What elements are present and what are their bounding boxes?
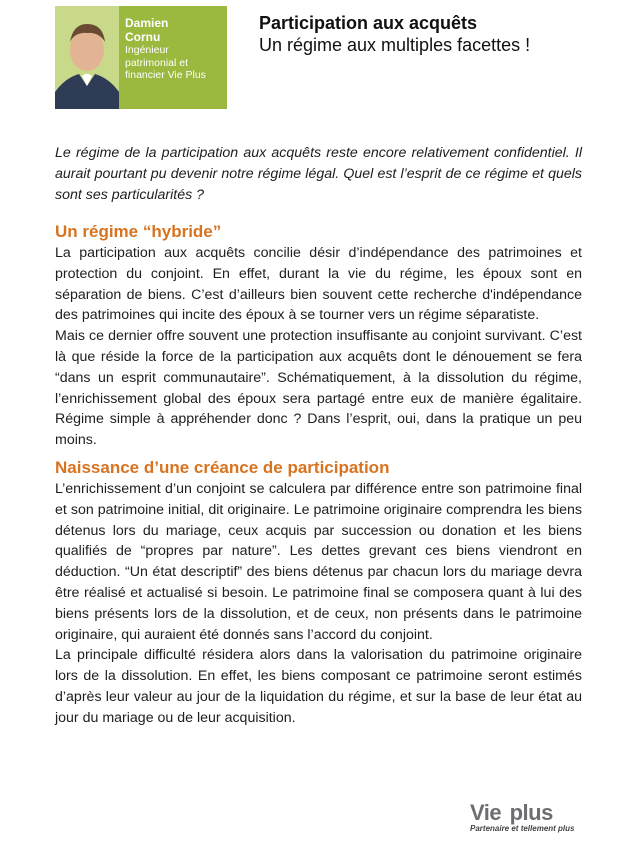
author-first-name: Damien [125,16,169,30]
author-role-line: financier Vie Plus [125,69,206,81]
body-paragraph: L’enrichissement d’un conjoint se calculera par différence entre son patrimoine final et son patrimoine initial, dit originaire. Le patrimoine originaire comprendra les biens détenus lors du mariage, ceux acquis par succession ou donation et les biens qualifiés de “propres par nature”. Les dettes grevant ces biens viendront en déduction. “Un état descriptif” des biens détenus par chacun lors du mariage devra être réalisé et actualisé si besoin. Le patrimoine final se composera quant à lui des biens présents lors de la dissolution, et de ceux, non présents dans le patrimoine originaire, qui auraient été donnés sans l’accord du conjoint. [55,480,582,643]
logo-tagline: Partenaire et tellement plus [470,824,575,833]
logo-word-plus: plus [509,800,553,825]
article-body [55,221,582,729]
author-info [125,16,206,82]
body-paragraph: La principale difficulté résidera alors dans la valorisation du patrimoine originaire lors de la dissolution. En effet, les biens composant ce patrimoine seront estimés d’après leur valeur au jour de la liquidation du régime, et sur la base de leur état au jour du mariage ou de leur acquisition. [55,647,582,726]
vieplus-logo [470,800,602,840]
article-header [259,12,530,56]
intro-paragraph: Le régime de la participation aux acquêts reste encore relativement confidentiel. Il aurait pourtant pu devenir notre régime légal. Quel est l’esprit de ce régime et quels sont ses particularités ? [55,145,582,203]
section-heading: Naissance d’une créance de participation [55,457,390,477]
author-role-line: patrimonial et [125,56,189,69]
body-paragraph: Mais ce dernier offre souvent une protection insuffisante au conjoint survivant. C’est là que réside la force de la participation aux acquêts dont le dénouement se fera “dans un esprit communautaire”. Schématiquement, à la dissolution du régime, l’enrichissement global des époux sera partagé entre eux de manière égalitaire. Régime simple à appréhender donc ? Dans l’esprit, oui, dans la pratique un peu moins. [55,328,582,449]
article-title: Participation aux acquêts [259,13,478,33]
author-last-name: Cornu [125,30,161,44]
section-heading: Un régime “hybride” [55,222,222,241]
author-role-line: Ingénieur [125,44,169,56]
logo-word-vie: Vie [470,800,502,825]
author-card [55,6,227,109]
body-paragraph: La participation aux acquêts concilie désir d’indépendance des patrimoines et protection du conjoint. En effet, durant la vie du régime, les époux sont en séparation de biens. C’est d’ailleurs bien souvent cette recherche d'indépendance des patrimoines qui incite des époux à se tourner vers un régime séparatiste. [55,245,582,324]
author-photo [55,6,119,109]
article-subtitle: Un régime aux multiples facettes ! [259,35,531,55]
